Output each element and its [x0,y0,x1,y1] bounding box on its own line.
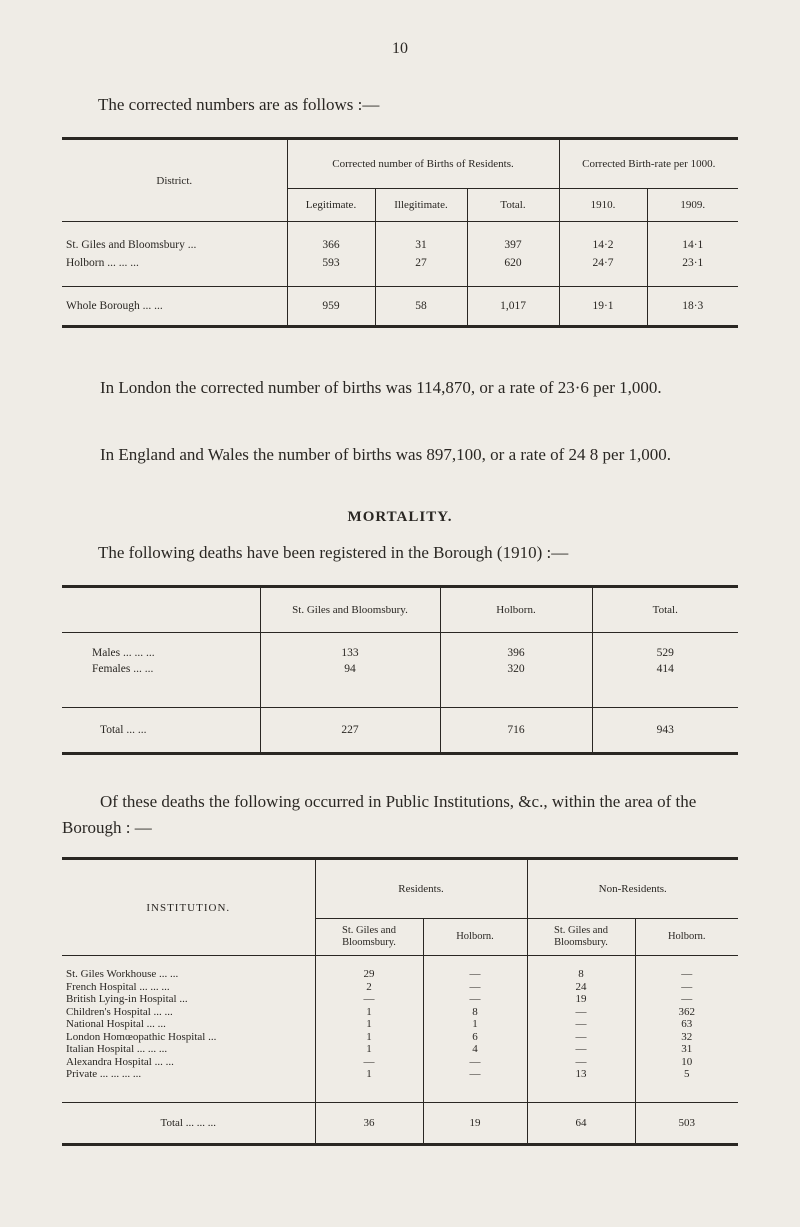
cell-non-stgiles: — [527,1006,635,1019]
table-row [62,1031,738,1044]
cell-illegitimate: 58 [375,287,467,327]
sub-total: Total. [467,189,559,222]
sub-res-stgiles: St. Giles and Bloomsbury. [315,919,423,956]
district-name: Whole Borough ... ... [66,300,163,312]
row-label: Total ... ... [100,723,147,736]
col-stgiles: St. Giles and Bloomsbury. [260,587,440,633]
cell-total: 620 [467,254,559,272]
table-row [62,1056,738,1069]
cell-rate-1909: 23·1 [647,254,738,272]
cell-res-holborn: 6 [423,1031,527,1044]
sub-legitimate: Legitimate. [287,189,375,222]
cell-res-holborn: 1 [423,1018,527,1031]
cell-res-holborn: — [423,968,527,981]
cell-rate-1910: 24·7 [559,254,647,272]
cell-res-stgiles: 29 [315,968,423,981]
institution-name: Italian Hospital ... ... ... [66,1043,168,1056]
cell-non-stgiles: — [527,1018,635,1031]
col-nonresidents: Non-Residents. [527,859,738,919]
table-row [62,661,738,677]
district-name: Holborn ... ... ... [66,257,139,269]
table-row [62,1018,738,1031]
cell-non-holborn: — [635,968,738,981]
cell-holborn: 320 [440,661,592,677]
table-row [62,236,738,254]
table-row [62,1068,738,1081]
institution-name: Children's Hospital ... ... [66,1005,173,1018]
cell-non-holborn: 362 [635,1006,738,1019]
cell-non-holborn: 10 [635,1056,738,1069]
cell-non-holborn: — [635,981,738,994]
cell-non-stgiles: — [527,1031,635,1044]
table-row [62,968,738,981]
cell-res-holborn: — [423,981,527,994]
sub-1910: 1910. [559,189,647,222]
cell-rate-1909: 14·1 [647,236,738,254]
cell-total: 529 [592,645,738,661]
col-residents: Residents. [315,859,527,919]
london-births-paragraph: In London the corrected number of births was 114,870, or a rate of 23·6 per 1,000. [100,378,662,397]
institution-name: Total ... ... ... [160,1117,216,1129]
cell-rate-1910: 19·1 [559,287,647,327]
deaths-table [62,585,738,755]
cell-non-stgiles: — [527,1043,635,1056]
cell-non-holborn: 5 [635,1068,738,1081]
col-holborn: Holborn. [440,587,592,633]
institution-name: National Hospital ... ... [66,1018,166,1031]
sub-1909: 1909. [647,189,738,222]
institution-name: British Lying-in Hospital ... [66,993,188,1006]
total-row [62,707,738,753]
cell-res-stgiles: 36 [315,1103,423,1145]
institutions-intro: Of these deaths the following occurred in Public Institutions, &c., within the area of the Borough : — [62,792,697,837]
institution-name: St. Giles Workhouse ... ... [66,968,179,981]
cell-total: 1,017 [467,287,559,327]
institution-name: Private ... ... ... ... [66,1068,142,1081]
table-row [62,981,738,994]
sub-non-stgiles: St. Giles and Bloomsbury. [527,919,635,956]
table-row [62,645,738,661]
col-birth-rate: Corrected Birth-rate per 1000. [559,139,738,189]
cell-stgiles: 94 [260,661,440,677]
cell-res-holborn: 4 [423,1043,527,1056]
cell-total: 397 [467,236,559,254]
births-intro: The corrected numbers are as follows :— [98,95,380,114]
cell-non-stgiles: — [527,1056,635,1069]
cell-non-holborn: 32 [635,1031,738,1044]
institution-name: Alexandra Hospital ... ... [66,1055,174,1068]
cell-rate-1909: 18·3 [647,287,738,327]
cell-res-stgiles: — [315,993,423,1006]
cell-res-stgiles: 1 [315,1043,423,1056]
institutions-table [62,857,738,1146]
cell-non-stgiles: 64 [527,1103,635,1145]
cell-res-stgiles: 1 [315,1006,423,1019]
cell-stgiles: 133 [260,645,440,661]
cell-res-stgiles: 2 [315,981,423,994]
sub-non-holborn: Holborn. [635,919,738,956]
col-district: District. [62,139,287,222]
cell-res-stgiles: 1 [315,1018,423,1031]
cell-res-stgiles: 1 [315,1068,423,1081]
cell-res-holborn: — [423,1056,527,1069]
institution-name: French Hospital ... ... ... [66,980,170,993]
cell-non-holborn: — [635,993,738,1006]
cell-non-stgiles: 19 [527,993,635,1006]
table-row [62,254,738,272]
sub-res-holborn: Holborn. [423,919,527,956]
cell-res-holborn: 19 [423,1103,527,1145]
england-births-paragraph: In England and Wales the number of births was 897,100, or a rate of 24 8 per 1,000. [100,445,671,464]
cell-res-holborn: — [423,1068,527,1081]
births-table [62,137,738,328]
col-institution: INSTITUTION. [62,859,315,956]
table-row [62,993,738,1006]
row-label: Males ... ... ... [92,647,155,659]
cell-non-holborn: 503 [635,1103,738,1145]
deaths-intro: The following deaths have been registered in the Borough (1910) :— [98,543,569,562]
cell-rate-1910: 14·2 [559,236,647,254]
total-row [62,1103,738,1145]
cell-res-stgiles: — [315,1056,423,1069]
cell-total: 943 [592,707,738,753]
cell-legitimate: 366 [287,236,375,254]
sub-illegitimate: Illegitimate. [375,189,467,222]
cell-illegitimate: 31 [375,236,467,254]
cell-illegitimate: 27 [375,254,467,272]
cell-non-stgiles: 13 [527,1068,635,1081]
cell-legitimate: 959 [287,287,375,327]
cell-non-holborn: 31 [635,1043,738,1056]
cell-res-holborn: — [423,993,527,1006]
institution-name: London Homœopathic Hospital ... [66,1030,217,1043]
cell-res-holborn: 8 [423,1006,527,1019]
district-name: St. Giles and Bloomsbury ... [66,239,197,251]
table-row [62,1006,738,1019]
cell-res-stgiles: 1 [315,1031,423,1044]
cell-total: 414 [592,661,738,677]
row-label: Females ... ... [92,663,154,675]
total-row [62,287,738,327]
cell-legitimate: 593 [287,254,375,272]
col-total: Total. [592,587,738,633]
cell-non-stgiles: 8 [527,968,635,981]
page-number: 10 [392,40,408,57]
cell-holborn: 396 [440,645,592,661]
col-corrected-births: Corrected number of Births of Residents. [287,139,559,189]
cell-non-holborn: 63 [635,1018,738,1031]
cell-holborn: 716 [440,707,592,753]
mortality-heading: MORTALITY. [347,509,453,525]
table-row [62,1043,738,1056]
cell-non-stgiles: 24 [527,981,635,994]
cell-stgiles: 227 [260,707,440,753]
